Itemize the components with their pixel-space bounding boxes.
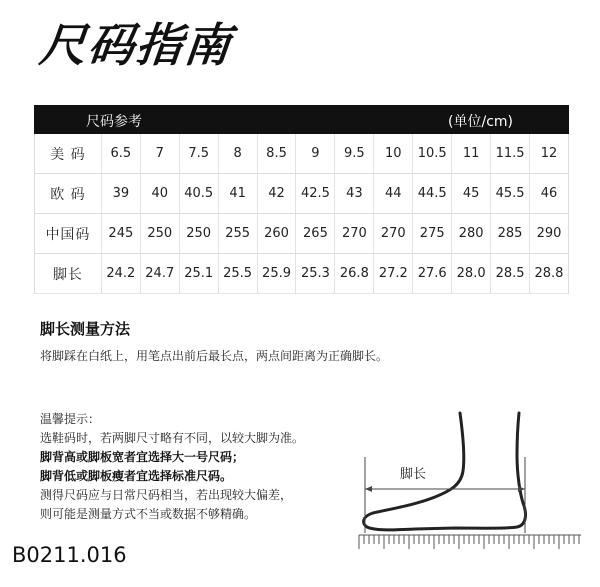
diagram-label: 脚长: [400, 467, 427, 482]
table-cell: 260: [257, 214, 296, 253]
table-cell: 45.5: [490, 174, 529, 213]
table-cell: 28.8: [529, 254, 568, 293]
table-cell: 44: [373, 174, 412, 213]
table-cell: 9: [295, 134, 334, 173]
table-cell: 41: [218, 174, 257, 213]
table-cell: 10: [373, 134, 412, 173]
tip-line: 测得尺码应与日常尺码相当，若出现较大偏差，: [40, 488, 293, 502]
table-row: [35, 214, 568, 254]
table-cell: 255: [218, 214, 257, 253]
table-cell: 28.5: [490, 254, 529, 293]
table-cell: 24.7: [140, 254, 179, 293]
table-cell: 285: [490, 214, 529, 253]
table-cell: 7: [140, 134, 179, 173]
size-table: [34, 105, 569, 294]
table-cell: 275: [412, 214, 451, 253]
table-cell: 42.5: [295, 174, 334, 213]
arrow-left-icon: [365, 486, 372, 492]
table-cell: 45: [451, 174, 490, 213]
table-cell: 11: [451, 134, 490, 173]
table-cell: 46: [529, 174, 568, 213]
table-cell: 40: [140, 174, 179, 213]
table-cell: 40.5: [179, 174, 218, 213]
table-cell: 25.1: [179, 254, 218, 293]
table-row: [35, 134, 568, 174]
table-cell: 6.5: [101, 134, 140, 173]
row-label: 中国码: [45, 226, 91, 243]
table-cell: 265: [295, 214, 334, 253]
table-cell: 10.5: [412, 134, 451, 173]
table-row: [35, 174, 568, 214]
table-cell: 250: [140, 214, 179, 253]
table-cell: 44.5: [412, 174, 451, 213]
tip-line: 选鞋码时，若两脚尺寸略有不同，以较大脚为准。: [40, 431, 305, 445]
table-cell: 280: [451, 214, 490, 253]
row-label: 美 码: [50, 146, 86, 163]
page-title: 尺码指南: [37, 18, 235, 72]
tip-line: 脚背低或脚板瘦者宜选择标准尺码。: [40, 469, 233, 483]
row-label: 欧 码: [50, 186, 86, 203]
table-cell: 25.9: [257, 254, 296, 293]
table-cell: 9.5: [334, 134, 373, 173]
table-cell: 8.5: [257, 134, 296, 173]
table-cell: 245: [101, 214, 140, 253]
table-grid: [34, 134, 569, 294]
measure-title: 脚长测量方法: [40, 320, 131, 338]
table-cell: 27.2: [373, 254, 412, 293]
table-cell: 270: [334, 214, 373, 253]
table-header-right: (单位/cm): [448, 114, 513, 130]
tip-line: 脚背高或脚板宽者宜选择大一号尺码；: [40, 450, 245, 464]
ruler: [359, 535, 581, 549]
product-code: B0211.016: [12, 543, 127, 567]
table-cell: 8: [218, 134, 257, 173]
table-header-left: 尺码参考: [86, 114, 142, 130]
tips-heading: 温馨提示：: [40, 412, 101, 426]
table-cell: 42: [257, 174, 296, 213]
table-cell: 25.5: [218, 254, 257, 293]
tips-block: [40, 410, 304, 524]
row-label: 脚长: [52, 266, 83, 283]
table-cell: 270: [373, 214, 412, 253]
table-cell: 39: [101, 174, 140, 213]
table-cell: 290: [529, 214, 568, 253]
table-cell: 27.6: [412, 254, 451, 293]
table-row: [35, 254, 568, 294]
foot-outline: [364, 413, 526, 530]
table-cell: 11.5: [490, 134, 529, 173]
table-cell: 43: [334, 174, 373, 213]
measure-text: 将脚踩在白纸上，用笔点出前后最长点，两点间距离为正确脚长。: [40, 349, 389, 363]
table-cell: 26.8: [334, 254, 373, 293]
table-cell: 24.2: [101, 254, 140, 293]
table-cell: 28.0: [451, 254, 490, 293]
tip-line: 则可能是测量方式不当或数据不够精确。: [40, 507, 257, 521]
table-cell: 250: [179, 214, 218, 253]
table-cell: 7.5: [179, 134, 218, 173]
foot-measure-diagram: [355, 405, 585, 555]
table-cell: 25.3: [295, 254, 334, 293]
table-header: [34, 105, 569, 134]
table-cell: 12: [529, 134, 568, 173]
